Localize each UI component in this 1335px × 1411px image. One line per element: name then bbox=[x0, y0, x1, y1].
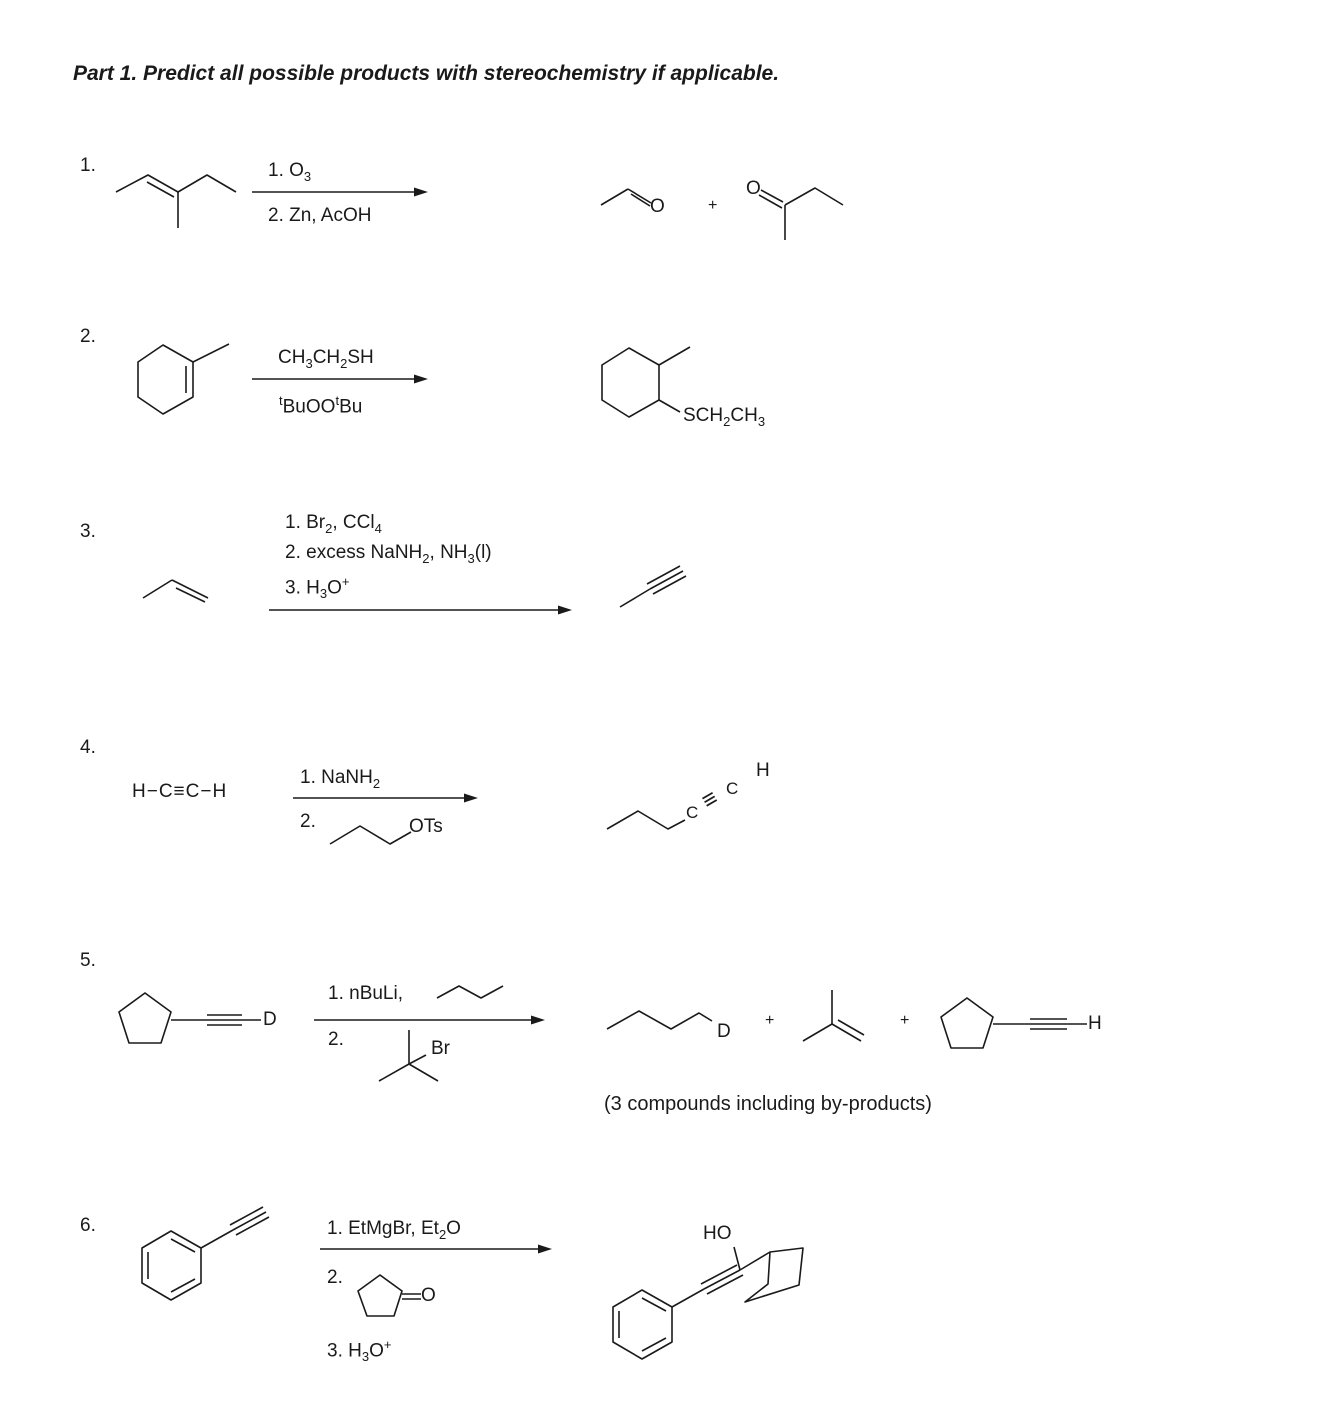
product-5c-structure bbox=[941, 998, 1087, 1048]
reaction-arrow-2 bbox=[252, 375, 428, 384]
plus-sign: + bbox=[900, 1012, 910, 1029]
product-3-structure bbox=[620, 566, 686, 607]
problem-4-step-1: 1. NaNH$_2$ bbox=[300, 767, 381, 791]
reactant-2-structure bbox=[138, 344, 229, 414]
problem-number-1: 1. bbox=[80, 155, 96, 176]
problem-5-step-1: 1. nBuLi, bbox=[328, 983, 403, 1004]
product-5-note: (3 compounds including by-products) bbox=[604, 1093, 932, 1115]
product-5b-structure bbox=[803, 990, 864, 1041]
problem-3-step-3: 3. $H_3O^+$ bbox=[285, 574, 350, 602]
nbuli-butyl-structure bbox=[437, 986, 503, 998]
problem-3-step-1: 1. $Br_2$, CCl$_4$ bbox=[285, 512, 382, 536]
reactant-5-deuterium: D bbox=[263, 1009, 277, 1030]
problem-1-step-2: 2. Zn, AcOH bbox=[268, 205, 372, 226]
reactant-6-structure bbox=[142, 1207, 269, 1300]
acetylene-reactant: H−C≡C−H bbox=[132, 781, 228, 802]
problem-5-step-2: 2. bbox=[328, 1029, 344, 1050]
product-2-sulfide-label: $SCH_2CH_3$ bbox=[683, 405, 766, 429]
problem-number-3: 3. bbox=[80, 521, 96, 542]
reaction-arrow-5 bbox=[314, 1016, 545, 1025]
problem-number-6: 6. bbox=[80, 1215, 96, 1236]
reaction-arrow-6 bbox=[320, 1245, 552, 1254]
cyclopentanone-structure bbox=[358, 1275, 421, 1316]
bromide-label: Br bbox=[431, 1038, 450, 1059]
product-4-triple-bond: ≡ bbox=[696, 784, 723, 815]
product-5a-deuterium: D bbox=[717, 1021, 731, 1042]
product-1a-oxygen: O bbox=[650, 196, 665, 217]
product-4-hydrogen: H bbox=[756, 760, 770, 781]
ots-chain-structure bbox=[330, 826, 411, 844]
product-2-structure bbox=[602, 347, 690, 417]
problem-2-reagent-peroxide: $^t$BuOO$^t$Bu bbox=[279, 393, 363, 418]
product-1b-oxygen: O bbox=[746, 178, 761, 199]
product-4-structure bbox=[607, 811, 685, 829]
reaction-arrow-3 bbox=[269, 606, 572, 615]
problem-4-step-2: 2. bbox=[300, 811, 316, 832]
product-6-structure bbox=[613, 1247, 803, 1359]
problem-2-reagent-thiol: $CH_3CH_2SH$ bbox=[278, 347, 374, 371]
reactant-5-structure bbox=[119, 993, 261, 1043]
product-6-hydroxyl: HO bbox=[703, 1223, 732, 1244]
plus-sign: + bbox=[708, 197, 718, 214]
problem-1-step-1: 1. $O_3$ bbox=[268, 160, 312, 184]
problem-number-4: 4. bbox=[80, 737, 96, 758]
product-1a-structure bbox=[601, 189, 651, 206]
product-5a-structure bbox=[607, 1011, 712, 1029]
product-4-carbon-1: C bbox=[686, 803, 699, 822]
reactant-3-structure bbox=[143, 580, 208, 602]
reactant-1-structure bbox=[116, 175, 236, 228]
problem-6-step-3: 3. $H_3O^+$ bbox=[327, 1337, 392, 1365]
tbutyl-bromide-structure bbox=[379, 1030, 438, 1081]
page-title: Part 1. Predict all possible products with stereochemistry if applicable. bbox=[73, 62, 780, 85]
reaction-arrow-1 bbox=[252, 188, 428, 197]
problem-number-2: 2. bbox=[80, 326, 96, 347]
product-4-carbon-2: C bbox=[726, 779, 739, 798]
problem-number-5: 5. bbox=[80, 950, 96, 971]
product-5c-hydrogen: H bbox=[1088, 1013, 1102, 1034]
problem-6-step-1: 1. EtMgBr, $Et_2O$ bbox=[327, 1218, 461, 1242]
product-1b-structure bbox=[759, 188, 843, 240]
tosylate-label: OTs bbox=[409, 816, 443, 837]
problem-6-step-2: 2. bbox=[327, 1267, 343, 1288]
ketone-oxygen: O bbox=[421, 1285, 436, 1306]
plus-sign: + bbox=[765, 1012, 775, 1029]
problem-3-step-2: 2. excess NaNH$_2$, $NH_3(l)$ bbox=[285, 542, 492, 566]
reaction-arrow-4 bbox=[293, 794, 478, 803]
